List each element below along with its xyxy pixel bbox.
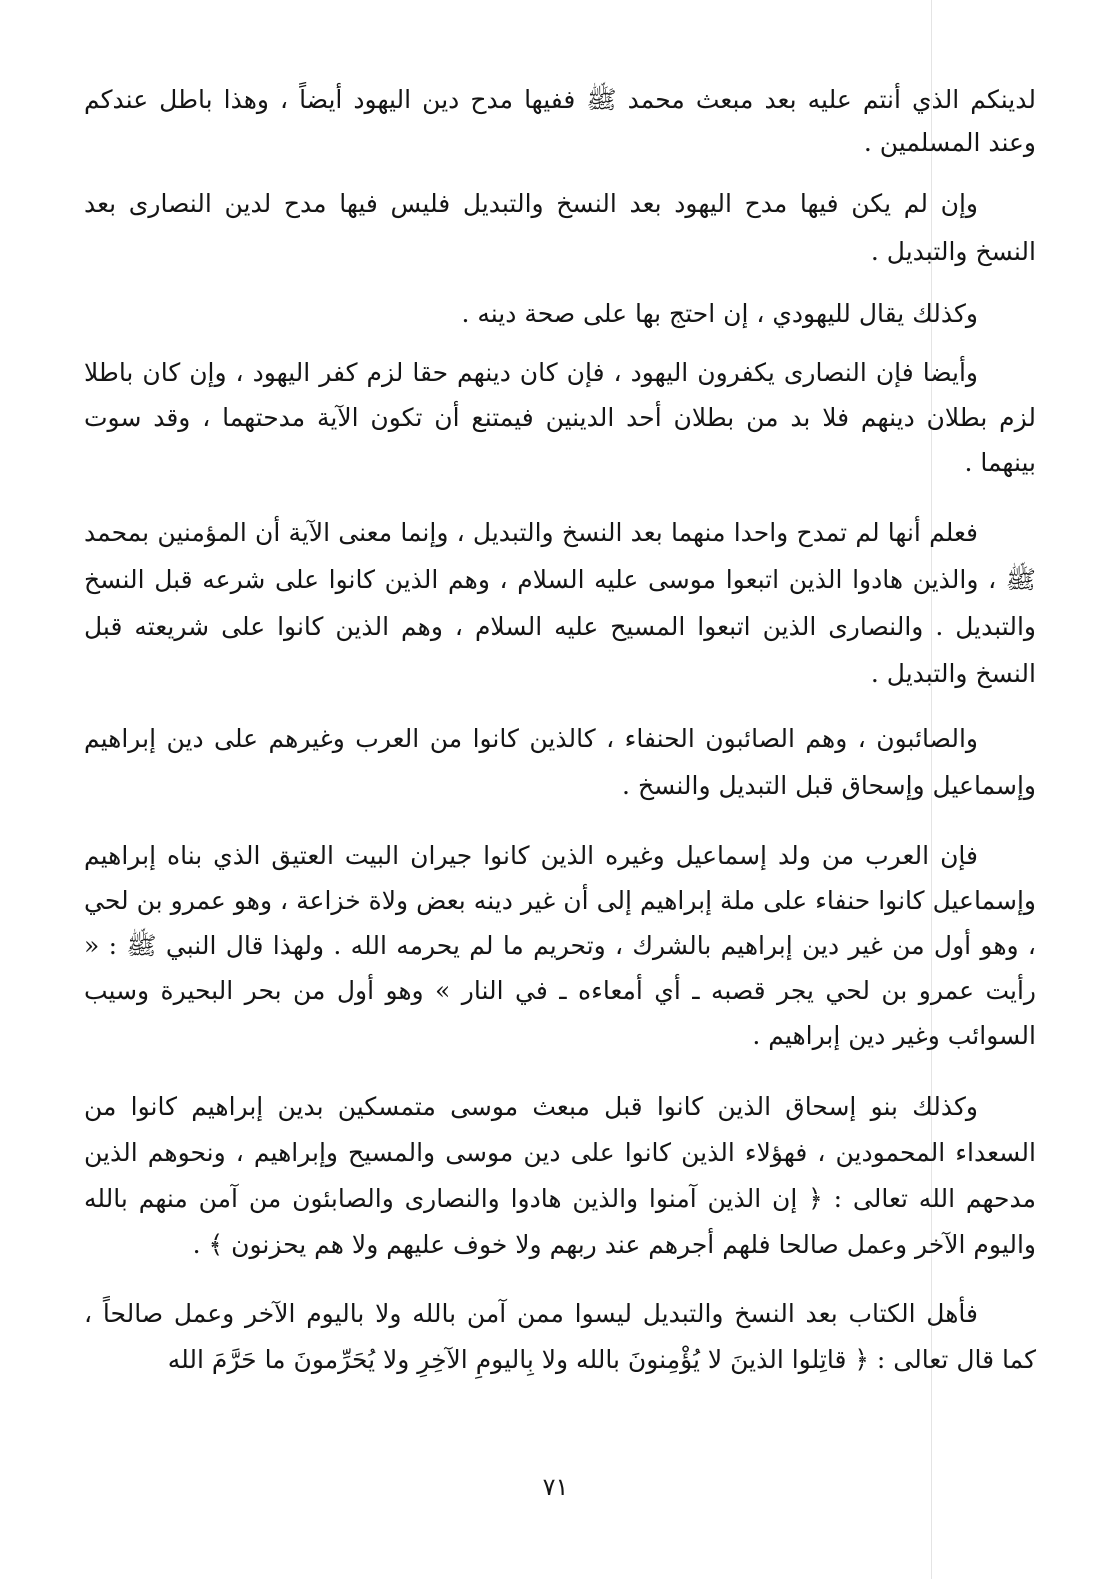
page-number: ٧١ bbox=[542, 1473, 569, 1501]
paragraph-5: فعلم أنها لم تمدح واحدا منهما بعد النسخ والتبديل ، وإنما معنى الآية أن المؤمنين بمحمد ﷺ ، والذين هادوا الذين اتبعوا موسى عليه السلام ، وهم الذين كانوا على شرعه قبل النسخ والتبديل . والنصارى الذين اتبعوا المسيح عليه السلام ، وهم الذين كانوا على شريعته قبل النسخ والتبديل . bbox=[84, 518, 1036, 688]
paragraph-7: فإن العرب من ولد إسماعيل وغيره الذين كانوا جيران البيت العتيق الذي بناه إبراهيم وإسماعيل كانوا حنفاء على ملة إبراهيم إلى أن غير دينه بعض ولاة خزاعة ، وهو عمرو بن لحي ، وهو أول من غير دين إبراهيم بالشرك ، وتحريم ما لم يحرمه الله . ولهذا قال النبي ﷺ : « رأيت عمرو بن لحي يجر قصبه ـ أي أمعاءه ـ في النار » وهو أول من بحر البحيرة وسيب السوائب وغير دين إبراهيم . bbox=[84, 841, 1036, 1050]
paragraph-1: لدينكم الذي أنتم عليه بعد مبعث محمد ﷺ ففيها مدح دين اليهود أيضاً ، وهذا باطل عندكم وعند المسلمين . bbox=[84, 85, 1036, 157]
paragraph-8: وكذلك بنو إسحاق الذين كانوا قبل مبعث موسى متمسكين بدين إبراهيم كانوا من السعداء المحمودين ، فهؤلاء الذين كانوا على دين موسى والمسيح وإبراهيم ، ونحوهم الذين مدحهم الله تعالى : ﴿ إن الذين آمنوا والذين هادوا والنصارى والصابئون من آمن منهم بالله واليوم الآخر وعمل صالحا فلهم أجرهم عند ربهم ولا خوف عليهم ولا هم يحزنون ﴾ . bbox=[84, 1092, 1036, 1259]
paragraph-2: وإن لم يكن فيها مدح اليهود بعد النسخ والتبديل فليس فيها مدح لدين النصارى بعد النسخ والتبديل . bbox=[84, 189, 1036, 266]
paragraph-6: والصائبون ، وهم الصائبون الحنفاء ، كالذين كانوا من العرب وغيرهم على دين إبراهيم وإسماعيل وإسحاق قبل التبديل والنسخ . bbox=[84, 724, 1036, 800]
paragraph-9: فأهل الكتاب بعد النسخ والتبديل ليسوا ممن آمن بالله ولا باليوم الآخر وعمل صالحاً ، كما قال تعالى : ﴿ قاتِلوا الذينَ لا يُؤْمِنونَ بالله ولا بِاليومِ الآخِرِ ولا يُحَرِّمونَ ما حَرَّمَ الله bbox=[84, 1299, 1036, 1374]
body-text bbox=[84, 78, 1036, 1383]
paragraph-3: وكذلك يقال لليهودي ، إن احتج بها على صحة دينه . bbox=[461, 299, 978, 328]
paragraph-4: وأيضا فإن النصارى يكفرون اليهود ، فإن كان دينهم حقا لزم كفر اليهود ، وإن كان باطلا لزم بطلان دينهم فلا بد من بطلان أحد الدينين فيمتنع أن تكون الآية مدحتهما ، وقد سوت بينهما . bbox=[84, 358, 1036, 477]
